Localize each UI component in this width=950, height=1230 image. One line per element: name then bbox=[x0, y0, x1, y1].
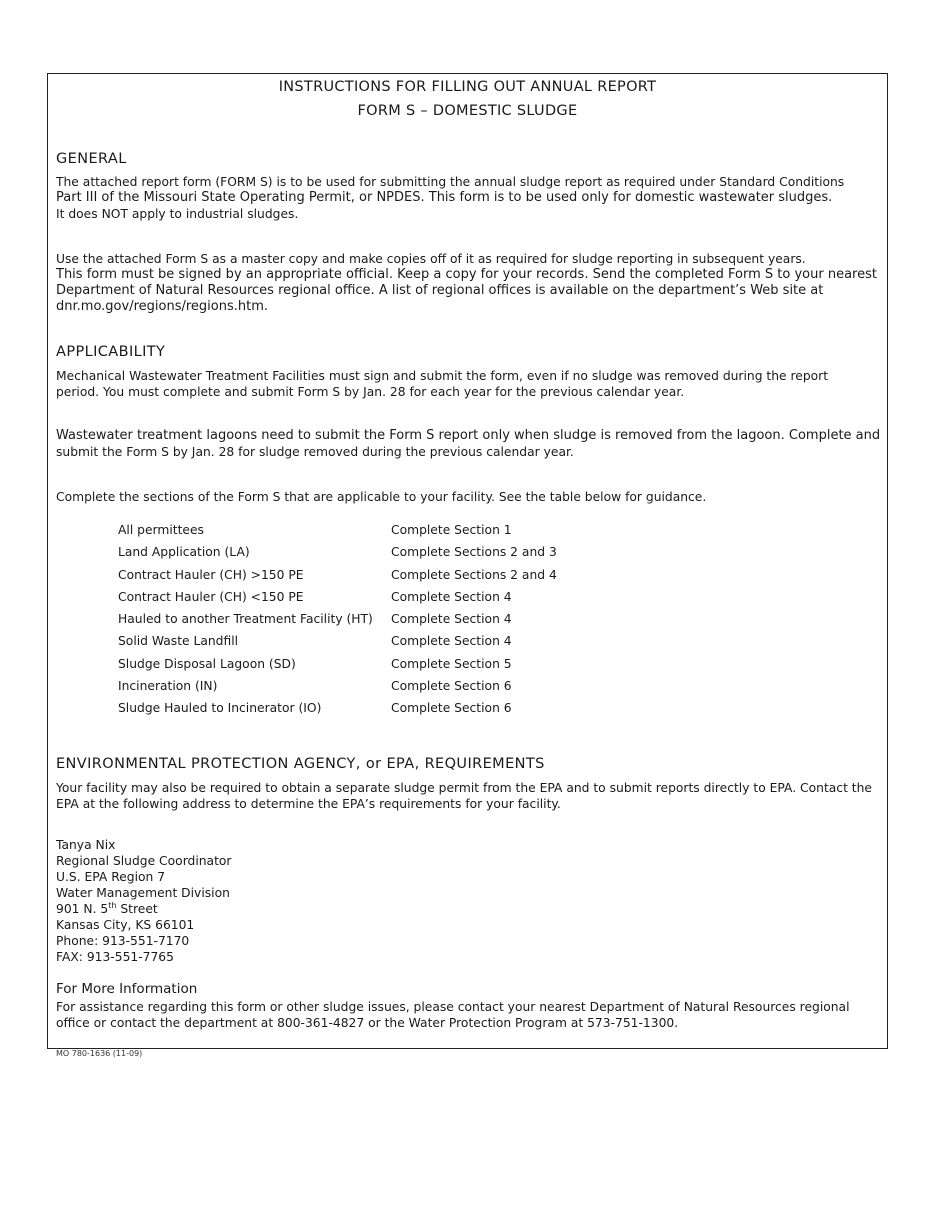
applicability-heading: APPLICABILITY bbox=[56, 344, 166, 360]
more-info-paragraph: For assistance regarding this form or other sludge issues, please contact your nearest Department of Natural Resources regional office or contact the department at 800-361-4827 or the Water Protection Program at 573-751-1300. bbox=[56, 1000, 850, 1030]
form-number: MO 780-1636 (11-09) bbox=[56, 1049, 143, 1058]
more-info-heading: For More Information bbox=[56, 981, 198, 997]
epa-paragraph: Your facility may also be required to obtain a separate sludge permit from the EPA and to submit reports directly to EPA. Contact the EPA at the following address to determine the EPA’s requirements for your facility. bbox=[56, 781, 872, 811]
epa-contact-address bbox=[56, 837, 231, 965]
contact-city: Kansas City, KS 66101 bbox=[56, 918, 195, 932]
contact-role: Regional Sludge Coordinator bbox=[56, 854, 232, 868]
epa-heading: ENVIRONMENTAL PROTECTION AGENCY, or EPA, REQUIREMENTS bbox=[56, 756, 545, 772]
contact-fax: FAX: 913-551-7765 bbox=[56, 950, 174, 964]
page-title-line1: INSTRUCTIONS FOR FILLING OUT ANNUAL REPORT bbox=[278, 79, 657, 95]
applicability-paragraph-1: Mechanical Wastewater Treatment Facilities must sign and submit the form, even if no sludge was removed during the report period. You must complete and submit Form S by Jan. 28 for each year for the previous calendar year. bbox=[56, 369, 829, 399]
general-paragraph-1: The attached report form (FORM S) is to be used for submitting the annual sludge report as required under Standard Conditions Part III of the Missouri State Operating Permit, or NPDES. This form is to be used only for domestic wastewater sludges. It does NOT apply to industrial sludges. bbox=[56, 175, 845, 221]
applicability-paragraph-3: Complete the sections of the Form S that are applicable to your facility. See the table below for guidance. bbox=[56, 490, 707, 504]
general-paragraph-2: Use the attached Form S as a master copy and make copies off of it as required for sludge reporting in subsequent years. This form must be signed by an appropriate official. Keep a copy for your records. Send the completed Form S to your nearest Department of Natural Resources regional office. A list of regional offices is available on the department’s Web site at dnr.mo.gov/regions/regions.htm. bbox=[56, 252, 877, 314]
page-title-line2: FORM S – DOMESTIC SLUDGE bbox=[357, 103, 578, 119]
instructions-frame: INSTRUCTIONS FOR FILLING OUT ANNUAL REPORT FORM S – DOMESTIC SLUDGE GENERAL The attached report form (FORM S) is to be used for submitting the annual sludge report as required under Standard Conditions Part III of the Missouri State Operating Permit, or NPDES. This form is to be used only for domestic wastewater sludges. It does NOT apply to industrial sludges. Use the attached Form S as a master copy and make copies off of it as required for sludge reporting in subsequent years. This form must be signed by an appropriate official. Keep a copy for your records. Send the completed Form S to your nearest Department of Natural Resources regional office. A list of regional offices is available on the department’s Web site at dnr.mo.gov/regions/regions.htm. APPLICABILITY Mechanical Wastewater Treatment Facilities must sign and submit the form, even if no sludge was removed during the report period. You must complete and submit Form S by Jan. 28 for each year for the previous calendar year. Wastewater treatment lagoons need to submit the Form S report only when sludge is removed from the lagoon. Complete and submit the Form S by Jan. 28 for sludge removed during the previous calendar year. Complete the sections of the Form S that are applicable to your facility. See the table below for guidance. All permittees Complete Section 1 Land Application (LA) Complete Sections 2 and 3 Contract Hauler (CH) >150 PE Complete Sections 2 and 4 Contract Hauler (CH) <150 PE Complete Section 4 Hauled to another Treatment Facility (HT) Complete Section 4 Solid Waste Landfill Complete Section 4 Sludge Disposal Lagoon (SD) Complete Section 5 Incineration (IN) Complete Section 6 Sludge Hauled to Incinerator (IO) Complete Section 6 ENVIRONMENTAL PROTECTION AGENCY, or EPA, REQUIREMENTS Your facility may also be required to obtain a separate sludge permit from the EPA and to submit reports directly to EPA. Contact the EPA at the following address to determine the EPA’s requirements for your facility. Tanya Nix Regional Sludge Coordinator U.S. EPA Region 7 Water Management Division 901 N. 5th Street Kansas City, KS 66101 Phone: 913-551-7170 FAX: 913-551-7765 For More Information For assistance regarding this form or other sludge issues, please contact your nearest Department of Natural Resources regional office or contact the department at 800-361-4827 or the Water Protection Program at 573-751-1300. bbox=[47, 73, 888, 1049]
applicability-paragraph-2: Wastewater treatment lagoons need to submit the Form S report only when sludge is removed from the lagoon. Complete and submit the Form S by Jan. 28 for sludge removed during the previous calendar year. bbox=[56, 428, 881, 459]
contact-phone: Phone: 913-551-7170 bbox=[56, 934, 190, 948]
contact-name: Tanya Nix bbox=[56, 838, 116, 852]
general-heading: GENERAL bbox=[56, 151, 127, 167]
contact-division: Water Management Division bbox=[56, 886, 230, 900]
contact-street: 901 N. 5th Street bbox=[56, 901, 158, 916]
contact-org: U.S. EPA Region 7 bbox=[56, 870, 166, 884]
